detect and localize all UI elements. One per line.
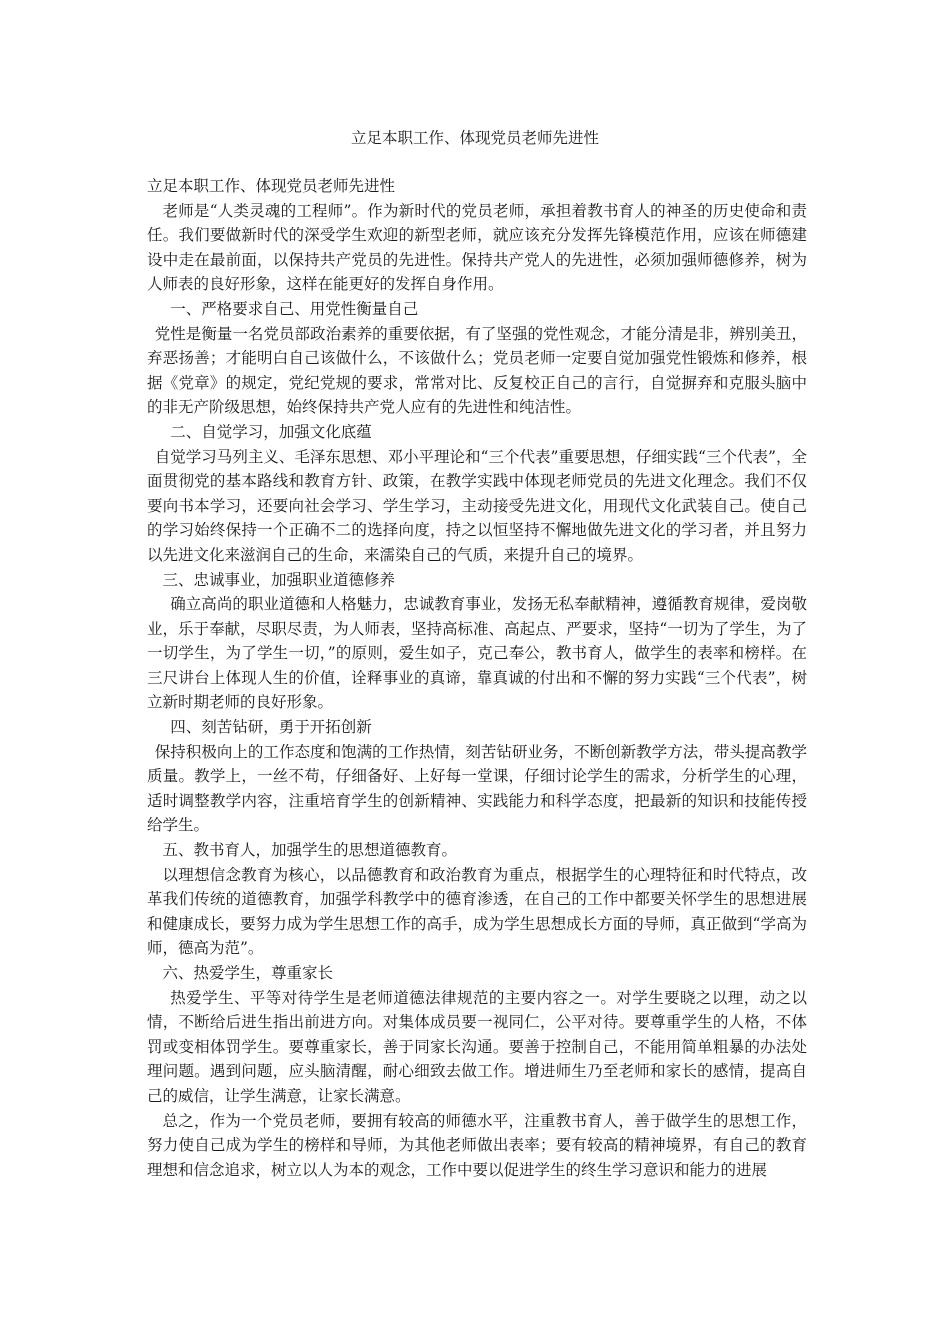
section-body-5: 以理想信念教育为核心，以品德教育和政治教育为重点，根据学生的心理特征和时代特点，改革我们传统的道德教育，加强学科教学中的德育渗透，在自己的工作中都要关怀学生的思想进展和健康成长，要努力成为学生思想工作的高手，成为学生思想成长方面的导师，真正做到“学高为师，德高为范”。 [147, 865, 807, 958]
section-heading-3: 三、忠诚事业，加强职业道德修养 [162, 570, 396, 589]
section-body-4: 保持积极向上的工作态度和饱满的工作热情，刻苦钻研业务，不断创新教学方法，带头提高教学质量。教学上，一丝不苟，仔细备好、上好每一堂课，仔细讨论学生的需求，分析学生的心理，适时调整教学内容，注重培育学生的创新精神、实践能力和科学态度，把最新的知识和技能传授给学生。 [147, 742, 807, 835]
section-heading-4: 四、刻苦钻研，勇于开拓创新 [170, 718, 372, 737]
section-body-3: 确立高尚的职业道德和人格魅力，忠诚教育事业，发扬无私奉献精神，遵循教育规律，爱岗敬业，乐于奉献，尽职尽责，为人师表，坚持高标准、高起点、严要求，坚持“一切为了学生，为了一切学生，为了学生一切，”的原则，爱生如子，克己奉公，教书育人，做学生的表率和榜样。在三尺讲台上体现人生的价值，诠释事业的真谛，靠真诚的付出和不懈的努力实践“三个代表”，树立新时期老师的良好形象。 [147, 595, 807, 712]
conclusion-paragraph: 总之，作为一个党员老师，要拥有较高的师德水平，注重教书育人，善于做学生的思想工作，努力使自己成为学生的榜样和导师，为其他老师做出表率；要有较高的精神境界，有自己的教育理想和信念追求，树立以人为本的观念，工作中要以促进学生的终生学习意识和能力的进展 [147, 1111, 807, 1179]
section-heading-2: 二、自觉学习，加强文化底蕴 [170, 422, 372, 441]
section-body-6: 热爱学生、平等对待学生是老师道德法律规范的主要内容之一。对学生要晓之以理，动之以情，不断给后进生指出前进方向。对集体成员要一视同仁，公平对待。要尊重学生的人格，不体罚或变相体罚学生。要尊重家长，善于同家长沟通。要善于控制自己，不能用简单粗暴的办法处理问题。遇到问题，应头脑清醒，耐心细致去做工作。增进师生乃至老师和家长的感情，提高自己的威信，让学生满意，让家长满意。 [147, 988, 807, 1105]
document-subtitle: 立足本职工作、体现党员老师先进性 [147, 177, 396, 195]
section-heading-6: 六、热爱学生，尊重家长 [162, 964, 334, 982]
section-heading-1: 一、严格要求自己、用党性衡量自己 [170, 299, 419, 318]
section-heading-5: 五、教书育人，加强学生的思想道德教育。 [162, 841, 458, 860]
document-title: 立足本职工作、体现党员老师先进性 [350, 129, 599, 147]
document-body [147, 174, 807, 1182]
section-body-1: 党性是衡量一名党员部政治素养的重要依据，有了坚强的党性观念，才能分清是非，辨别美丑，弃恶扬善；才能明白自己该做什么，不该做什么；党员老师一定要自觉加强党性锻炼和修养，根据《党章》的规定，党纪党规的要求，常常对比、反复校正自己的言行，自觉摒弃和克服头脑中的非无产阶级思想，始终保持共产党人应有的先进性和纯洁性。 [147, 324, 807, 417]
intro-paragraph: 老师是“人类灵魂的工程师”。作为新时代的党员老师，承担着教书育人的神圣的历史使命和责任。我们要做新时代的深受学生欢迎的新型老师，就应该充分发挥先锋模范作用，应该在师德建设中走在最前面，以保持共产党员的先进性。保持共产党人的先进性，必须加强师德修养，树为人师表的良好形象，这样在能更好的发挥自身作用。 [147, 201, 807, 294]
section-body-2: 自觉学习马列主义、毛泽东思想、邓小平理论和“三个代表”重要思想，仔细实践“三个代表”，全面贯彻党的基本路线和教育方针、政策，在教学实践中体现老师党员的先进文化理念。我们不仅要向书本学习，还要向社会学习、学生学习，主动接受先进文化，用现代文化武装自己。使自己的学习始终保持一个正确不二的选择向度，持之以恒坚持不懈地做先进文化的学习者，并且努力以先进文化来滋润自己的生命，来濡染自己的气质，来提升自己的境界。 [147, 447, 807, 564]
